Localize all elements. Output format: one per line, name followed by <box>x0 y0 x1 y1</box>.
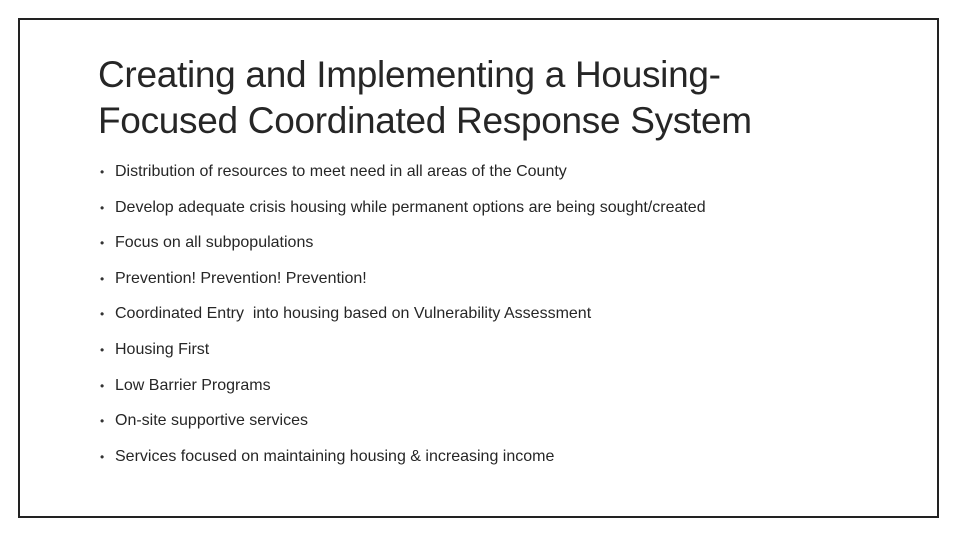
bullet-icon: • <box>100 165 105 179</box>
bullet-text: Services focused on maintaining housing & increasing income <box>115 447 555 465</box>
bullet-icon: • <box>100 200 105 215</box>
bullet-icon: • <box>100 449 105 464</box>
bullet-text: Coordinated Entry into housing based on Vulnerability Assessment <box>115 305 592 323</box>
bullet-icon: • <box>100 342 105 357</box>
bullet-icon: • <box>100 236 105 251</box>
bullet-icon: • <box>100 271 105 286</box>
bullet-text: Prevention! Prevention! Prevention! <box>115 269 367 287</box>
bullet-text: Housing First <box>115 340 210 358</box>
list-item <box>100 376 706 396</box>
list-item <box>100 162 706 182</box>
bullet-icon: • <box>100 307 105 322</box>
list-item <box>100 340 706 360</box>
bullet-text: Focus on all subpopulations <box>115 234 314 252</box>
bullet-text: Distribution of resources to meet need in all areas of the County <box>115 163 567 180</box>
list-item <box>100 411 706 431</box>
bullet-list <box>100 162 706 482</box>
slide-title-line-1: Creating and Implementing a Housing- <box>98 54 721 95</box>
slide-title <box>98 52 898 144</box>
bullet-text: On-site supportive services <box>115 412 308 430</box>
bullet-text: Develop adequate crisis housing while permanent options are being sought/created <box>115 198 706 216</box>
bullet-text: Low Barrier Programs <box>115 376 271 394</box>
list-item <box>100 304 706 324</box>
slide-title-line-2: Focused Coordinated Response System <box>98 100 752 141</box>
list-item <box>100 269 706 289</box>
bullet-icon: • <box>100 414 105 429</box>
list-item <box>100 447 706 467</box>
list-item <box>100 233 706 253</box>
list-item <box>100 198 706 218</box>
bullet-icon: • <box>100 378 105 393</box>
